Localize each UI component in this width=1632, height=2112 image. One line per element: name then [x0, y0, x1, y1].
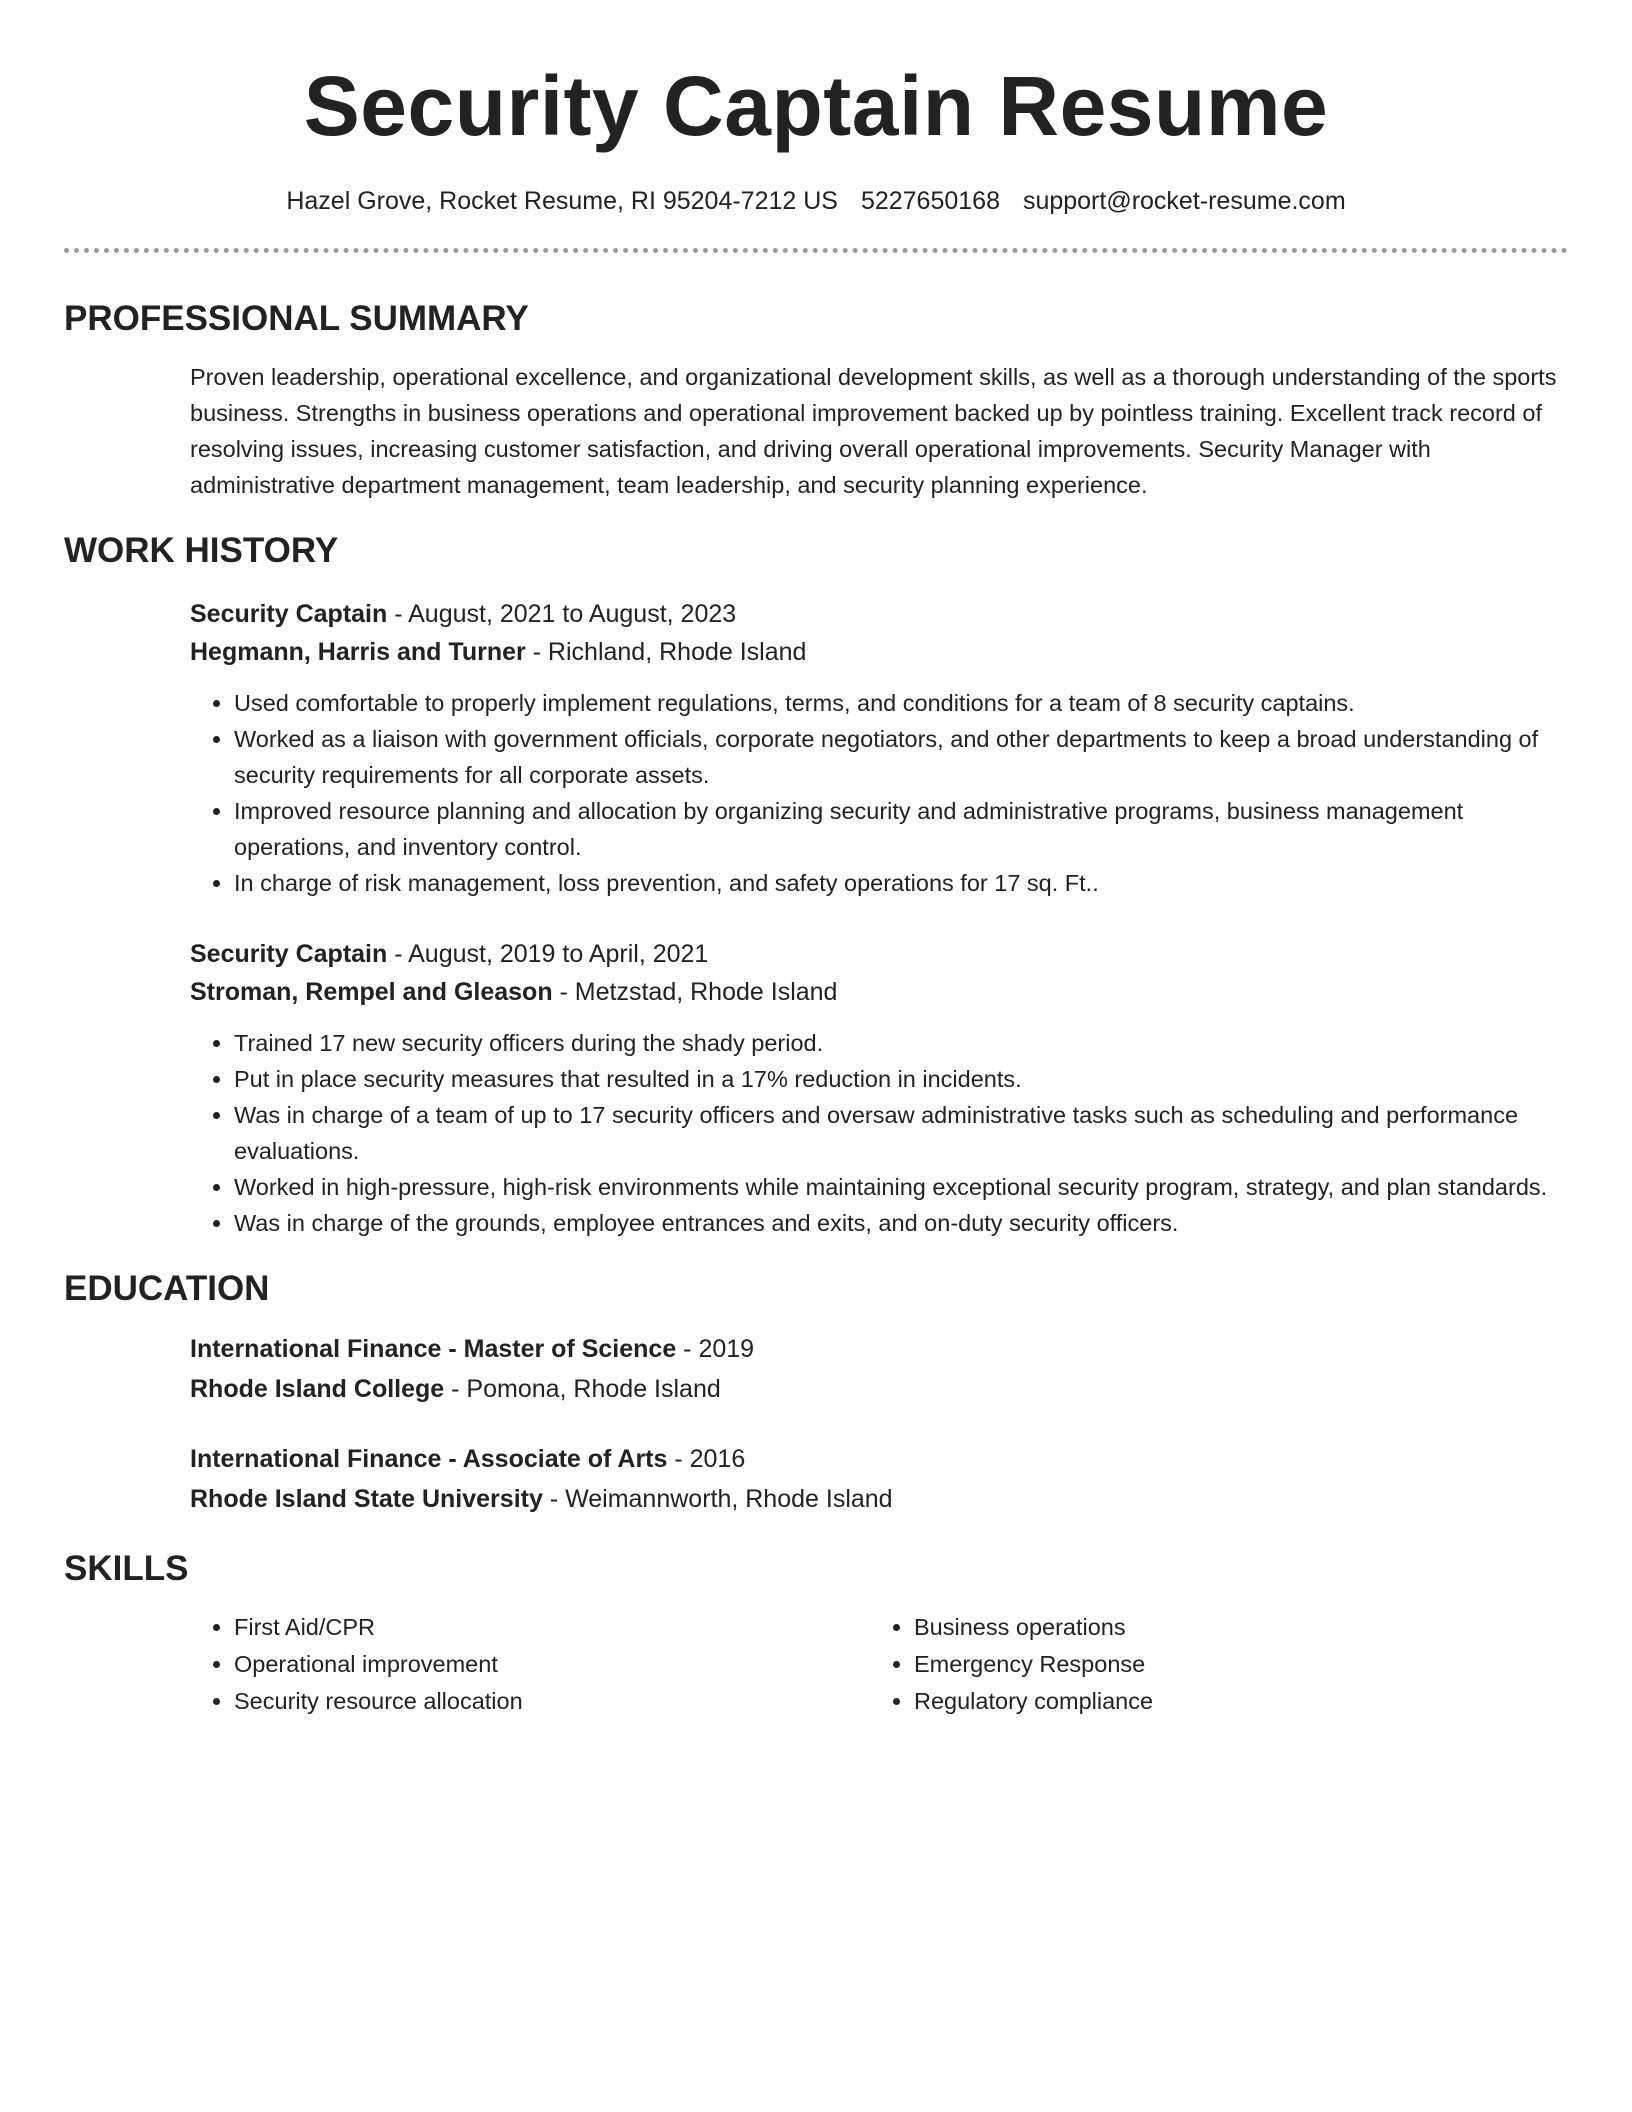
summary-heading: PROFESSIONAL SUMMARY — [64, 299, 529, 338]
list-item: • Regulatory compliance — [914, 1683, 1550, 1720]
education-entry — [190, 1329, 1568, 1409]
education-section — [64, 1267, 1568, 1519]
education-degree: International Finance - Master of Science — [190, 1335, 677, 1363]
education-entry — [190, 1439, 1568, 1519]
education-year: - 2016 — [667, 1445, 746, 1473]
skills-column-right — [870, 1609, 1550, 1720]
contact-phone: 5227650168 — [860, 187, 1000, 215]
skills-section — [64, 1547, 1568, 1720]
list-item: • Used comfortable to properly implement regulations, terms, and conditions for a team of 8 security captains. — [234, 685, 1568, 721]
job-company: Hegmann, Harris and Turner — [190, 638, 526, 666]
list-item: • First Aid/CPR — [234, 1609, 870, 1646]
work-section — [64, 529, 1568, 1241]
job-title-line — [190, 595, 1568, 633]
education-school-line — [190, 1369, 1568, 1409]
job-dates: - August, 2021 to August, 2023 — [387, 600, 737, 628]
contact-line — [64, 184, 1568, 218]
education-school: Rhode Island College — [190, 1375, 445, 1403]
resume-title: Security Captain Resume — [303, 59, 1329, 153]
contact-email: support@rocket-resume.com — [1022, 187, 1346, 215]
education-degree-line — [190, 1329, 1568, 1369]
education-location: - Pomona, Rhode Island — [444, 1375, 721, 1403]
job-bullets — [190, 1025, 1568, 1241]
education-school: Rhode Island State University — [190, 1485, 543, 1513]
education-degree: International Finance - Associate of Arts — [190, 1445, 668, 1473]
job-title-line — [190, 935, 1568, 973]
job-entry — [190, 935, 1568, 1241]
job-location: - Metzstad, Rhode Island — [552, 978, 838, 1006]
education-heading: EDUCATION — [64, 1269, 270, 1308]
education-school-line — [190, 1479, 1568, 1519]
list-item: • Operational improvement — [234, 1646, 870, 1683]
job-company: Stroman, Rempel and Gleason — [190, 978, 553, 1006]
job-list — [64, 595, 1568, 1241]
education-degree-line — [190, 1439, 1568, 1479]
job-dates: - August, 2019 to April, 2021 — [387, 940, 709, 968]
job-location: - Richland, Rhode Island — [525, 638, 807, 666]
contact-address: Hazel Grove, Rocket Resume, RI 95204-7212 US — [286, 187, 838, 215]
list-item: • Business operations — [914, 1609, 1550, 1646]
summary-text: Proven leadership, operational excellence, and organizational development skills, as well as a thorough understanding of the sports business. Strengths in business operations and operational improvement backed up by pointless training. Excellent track record of resolving issues, increasing customer satisfaction, and driving overall operational improvements. Security Manager with administrative department management, team leadership, and security planning experience. — [190, 364, 1557, 498]
job-company-line — [190, 973, 1568, 1011]
education-location: - Weimannworth, Rhode Island — [542, 1485, 893, 1513]
skills-columns — [64, 1609, 1568, 1720]
job-entry — [190, 595, 1568, 901]
skills-heading: SKILLS — [64, 1549, 189, 1588]
list-item: • In charge of risk management, loss prevention, and safety operations for 17 sq. Ft.. — [234, 865, 1568, 901]
summary-section — [64, 297, 1568, 503]
job-bullets — [190, 685, 1568, 901]
header-divider — [64, 248, 1568, 253]
list-item: • Was in charge of the grounds, employee entrances and exits, and on-duty security officers. — [234, 1205, 1568, 1241]
education-year: - 2019 — [676, 1335, 755, 1363]
work-heading: WORK HISTORY — [64, 531, 339, 570]
job-company-line — [190, 633, 1568, 671]
list-item: • Was in charge of a team of up to 17 security officers and oversaw administrative tasks such as scheduling and performance evaluations. — [234, 1097, 1568, 1169]
list-item: • Worked as a liaison with government officials, corporate negotiators, and other departments to keep a broad understanding of security requirements for all corporate assets. — [234, 721, 1568, 793]
job-title: Security Captain — [190, 600, 388, 628]
list-item: • Emergency Response — [914, 1646, 1550, 1683]
list-item: • Trained 17 new security officers during the shady period. — [234, 1025, 1568, 1061]
education-list — [64, 1329, 1568, 1519]
list-item: • Worked in high-pressure, high-risk environments while maintaining exceptional security program, strategy, and plan standards. — [234, 1169, 1568, 1205]
skills-column-left — [190, 1609, 870, 1720]
list-item: • Security resource allocation — [234, 1683, 870, 1720]
list-item: • Improved resource planning and allocation by organizing security and administrative programs, business management operations, and inventory control. — [234, 793, 1568, 865]
job-title: Security Captain — [190, 940, 388, 968]
list-item: • Put in place security measures that resulted in a 17% reduction in incidents. — [234, 1061, 1568, 1097]
